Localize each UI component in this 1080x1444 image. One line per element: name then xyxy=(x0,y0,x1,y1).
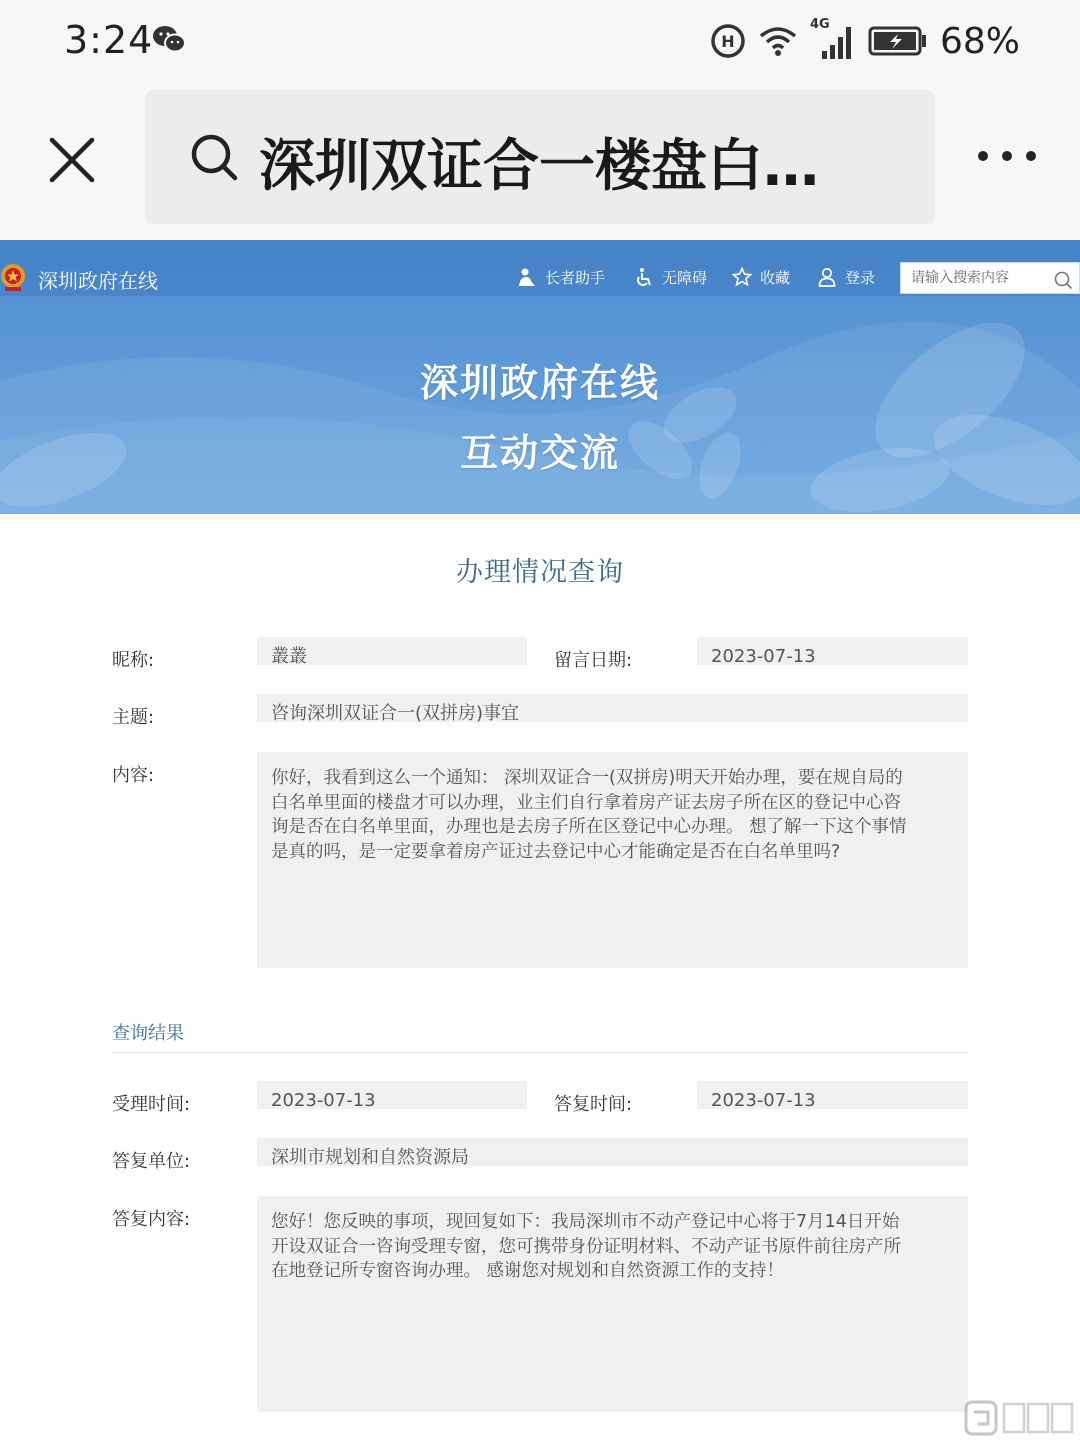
accept-time-field: 2023-07-13 xyxy=(257,1081,527,1109)
status-bar xyxy=(0,0,1080,82)
elder-assistant-label: 长者助手 xyxy=(545,268,606,287)
watermark-logo xyxy=(964,1396,1076,1440)
elder-icon xyxy=(517,267,537,287)
search-icon[interactable] xyxy=(1053,270,1073,290)
favorite-label: 收藏 xyxy=(760,268,791,287)
signal-icon xyxy=(809,17,856,61)
close-icon[interactable] xyxy=(44,132,100,188)
network-type: 4G xyxy=(809,17,830,32)
content-line: 是真的吗，是一定要拿着房产证过去登记中心才能确定是否在白名单里吗? xyxy=(271,841,841,862)
subject-field: 咨询深圳双证合一(双拼房)事宜 xyxy=(257,694,968,722)
reply-line: 开设双证合一咨询受理专窗，您可携带身份证明材料、不动产证书原件前往房产所 xyxy=(271,1236,901,1257)
page-title: 深圳双证合一楼盘白… xyxy=(259,134,819,199)
reply-line: 您好！您反映的事项，现回复如下：我局深圳市不动产登记中心将于7月14日开始 xyxy=(271,1212,900,1232)
favorite-link[interactable] xyxy=(732,264,790,290)
accessibility-label: 无障碍 xyxy=(662,268,708,287)
site-name[interactable]: 深圳政府在线 xyxy=(38,269,158,293)
accessibility-link[interactable] xyxy=(634,264,707,290)
reply-time-label: 答复时间: xyxy=(554,1094,633,1115)
svg-text:H: H xyxy=(721,32,735,51)
reply-content-field xyxy=(257,1196,968,1412)
nickname-field: 叢叢 xyxy=(257,637,527,665)
search-icon xyxy=(189,132,239,182)
login-label: 登录 xyxy=(845,268,876,287)
star-icon xyxy=(732,267,752,287)
result-heading: 查询结果 xyxy=(112,1023,184,1044)
accept-time-label: 受理时间: xyxy=(112,1094,191,1115)
wifi-icon xyxy=(758,24,798,58)
wheelchair-icon xyxy=(634,267,654,287)
status-time: 3:24 xyxy=(64,18,154,62)
elder-assistant-link[interactable] xyxy=(517,264,605,290)
message-date-label: 留言日期: xyxy=(554,650,633,671)
message-date-field: 2023-07-13 xyxy=(697,637,968,665)
reply-unit-field: 深圳市规划和自然资源局 xyxy=(257,1138,968,1166)
battery-percent: 68% xyxy=(939,20,1020,62)
banner-title: 深圳政府在线 xyxy=(419,361,660,405)
content-line: 你好，我看到这么一个通知： 深圳双证合一(双拼房)明天开始办理，要在规自局的 xyxy=(271,768,903,788)
content-line: 询是否在白名单里面，办理也是去房子所在区登记中心办理。 想了解一下这个事情 xyxy=(271,817,907,837)
site-banner xyxy=(0,240,1080,514)
site-search-input[interactable] xyxy=(901,263,1051,293)
banner-subtitle: 互动交流 xyxy=(459,431,620,475)
subject-label: 主题: xyxy=(112,707,155,728)
reply-line: 在地登记所专窗咨询办理。 感谢您对规划和自然资源工作的支持！ xyxy=(271,1261,785,1281)
address-bar[interactable] xyxy=(145,90,935,224)
result-divider xyxy=(112,1052,968,1053)
site-search xyxy=(900,262,1080,294)
content-field xyxy=(257,752,968,968)
wechat-icon xyxy=(152,24,186,54)
reply-content-label: 答复内容: xyxy=(112,1209,191,1230)
section-title: 办理情况查询 xyxy=(456,557,624,588)
content-label: 内容: xyxy=(112,765,155,786)
browser-toolbar xyxy=(0,82,1080,240)
reply-unit-label: 答复单位: xyxy=(112,1151,191,1172)
hd-call-icon xyxy=(710,23,746,59)
reply-time-field: 2023-07-13 xyxy=(697,1081,968,1109)
battery-icon xyxy=(868,26,928,56)
nickname-label: 昵称: xyxy=(112,650,155,671)
content-line: 白名单里面的楼盘才可以办理，业主们自行拿着房产证去房子所在区的登记中心咨 xyxy=(271,792,901,813)
more-icon[interactable] xyxy=(972,136,1042,176)
emblem-icon xyxy=(0,262,26,292)
user-icon xyxy=(817,267,837,287)
login-link[interactable] xyxy=(817,264,875,290)
